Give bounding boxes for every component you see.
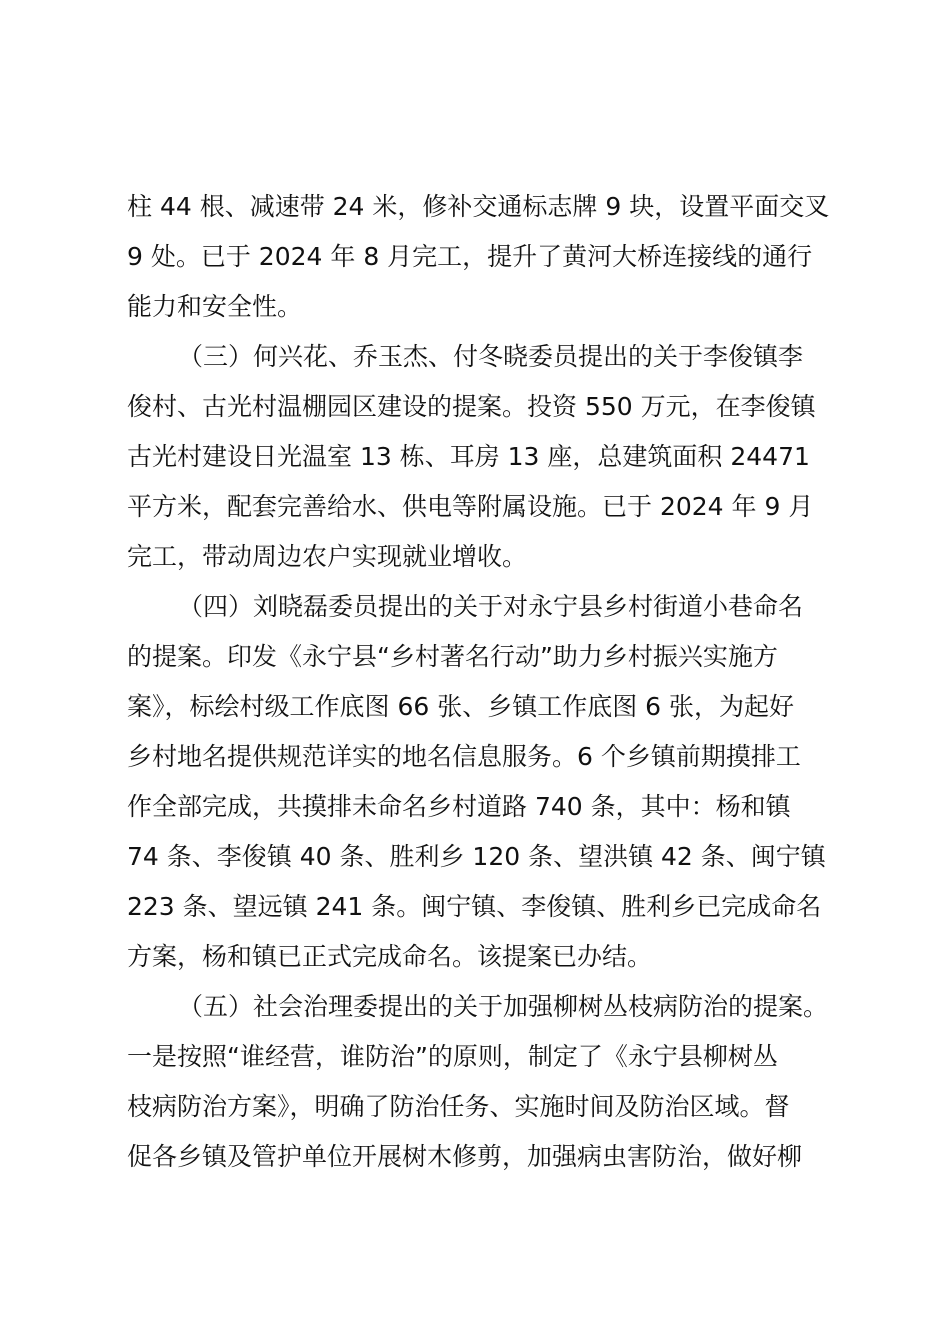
- paragraph-line: 促各乡镇及管护单位开展树木修剪，加强病虫害防治，做好柳: [127, 1142, 803, 1171]
- paragraph-line: 的提案。印发《永宁县“乡村著名行动”助力乡村振兴实施方: [127, 642, 778, 671]
- paragraph-line: 案》，标绘村级工作底图 66 张、乡镇工作底图 6 张，为起好: [127, 692, 795, 721]
- paragraph-line: 一是按照“谁经营，谁防治”的原则，制定了《永宁县柳树丛: [127, 1042, 778, 1071]
- paragraph-line: 9 处。已于 2024 年 8 月完工，提升了黄河大桥连接线的通行: [127, 242, 813, 271]
- paragraph-line: （五）社会治理委提出的关于加强柳树丛枝病防治的提案。: [178, 992, 829, 1021]
- paragraph-line: 平方米，配套完善给水、供电等附属设施。已于 2024 年 9 月: [127, 492, 814, 521]
- paragraph-line: （四）刘晓磊委员提出的关于对永宁县乡村街道小巷命名: [178, 592, 804, 621]
- paragraph-line: 223 条、望远镇 241 条。闽宁镇、李俊镇、胜利乡已完成命名: [127, 892, 822, 921]
- paragraph-line: 74 条、李俊镇 40 条、胜利乡 120 条、望洪镇 42 条、闽宁镇: [127, 842, 826, 871]
- paragraph-line: 古光村建设日光温室 13 栋、耳房 13 座，总建筑面积 24471: [127, 442, 810, 471]
- paragraph-line: 方案，杨和镇已正式完成命名。该提案已办结。: [127, 942, 653, 971]
- paragraph-line: 柱 44 根、减速带 24 米，修补交通标志牌 9 块，设置平面交叉: [127, 192, 830, 221]
- paragraph-line: 能力和安全性。: [127, 292, 303, 321]
- paragraph-line: 枝病防治方案》，明确了防治任务、实施时间及防治区域。督: [127, 1092, 790, 1121]
- paragraph-line: 完工，带动周边农户实现就业增收。: [127, 542, 528, 571]
- paragraph-line: 乡村地名提供规范详实的地名信息服务。6 个乡镇前期摸排工: [127, 742, 801, 771]
- paragraph-line: 俊村、古光村温棚园区建设的提案。投资 550 万元，在李俊镇: [127, 392, 816, 421]
- paragraph-line: （三）何兴花、乔玉杰、付冬晓委员提出的关于李俊镇李: [178, 342, 804, 371]
- paragraph-line: 作全部完成，共摸排未命名乡村道路 740 条，其中：杨和镇: [127, 792, 791, 821]
